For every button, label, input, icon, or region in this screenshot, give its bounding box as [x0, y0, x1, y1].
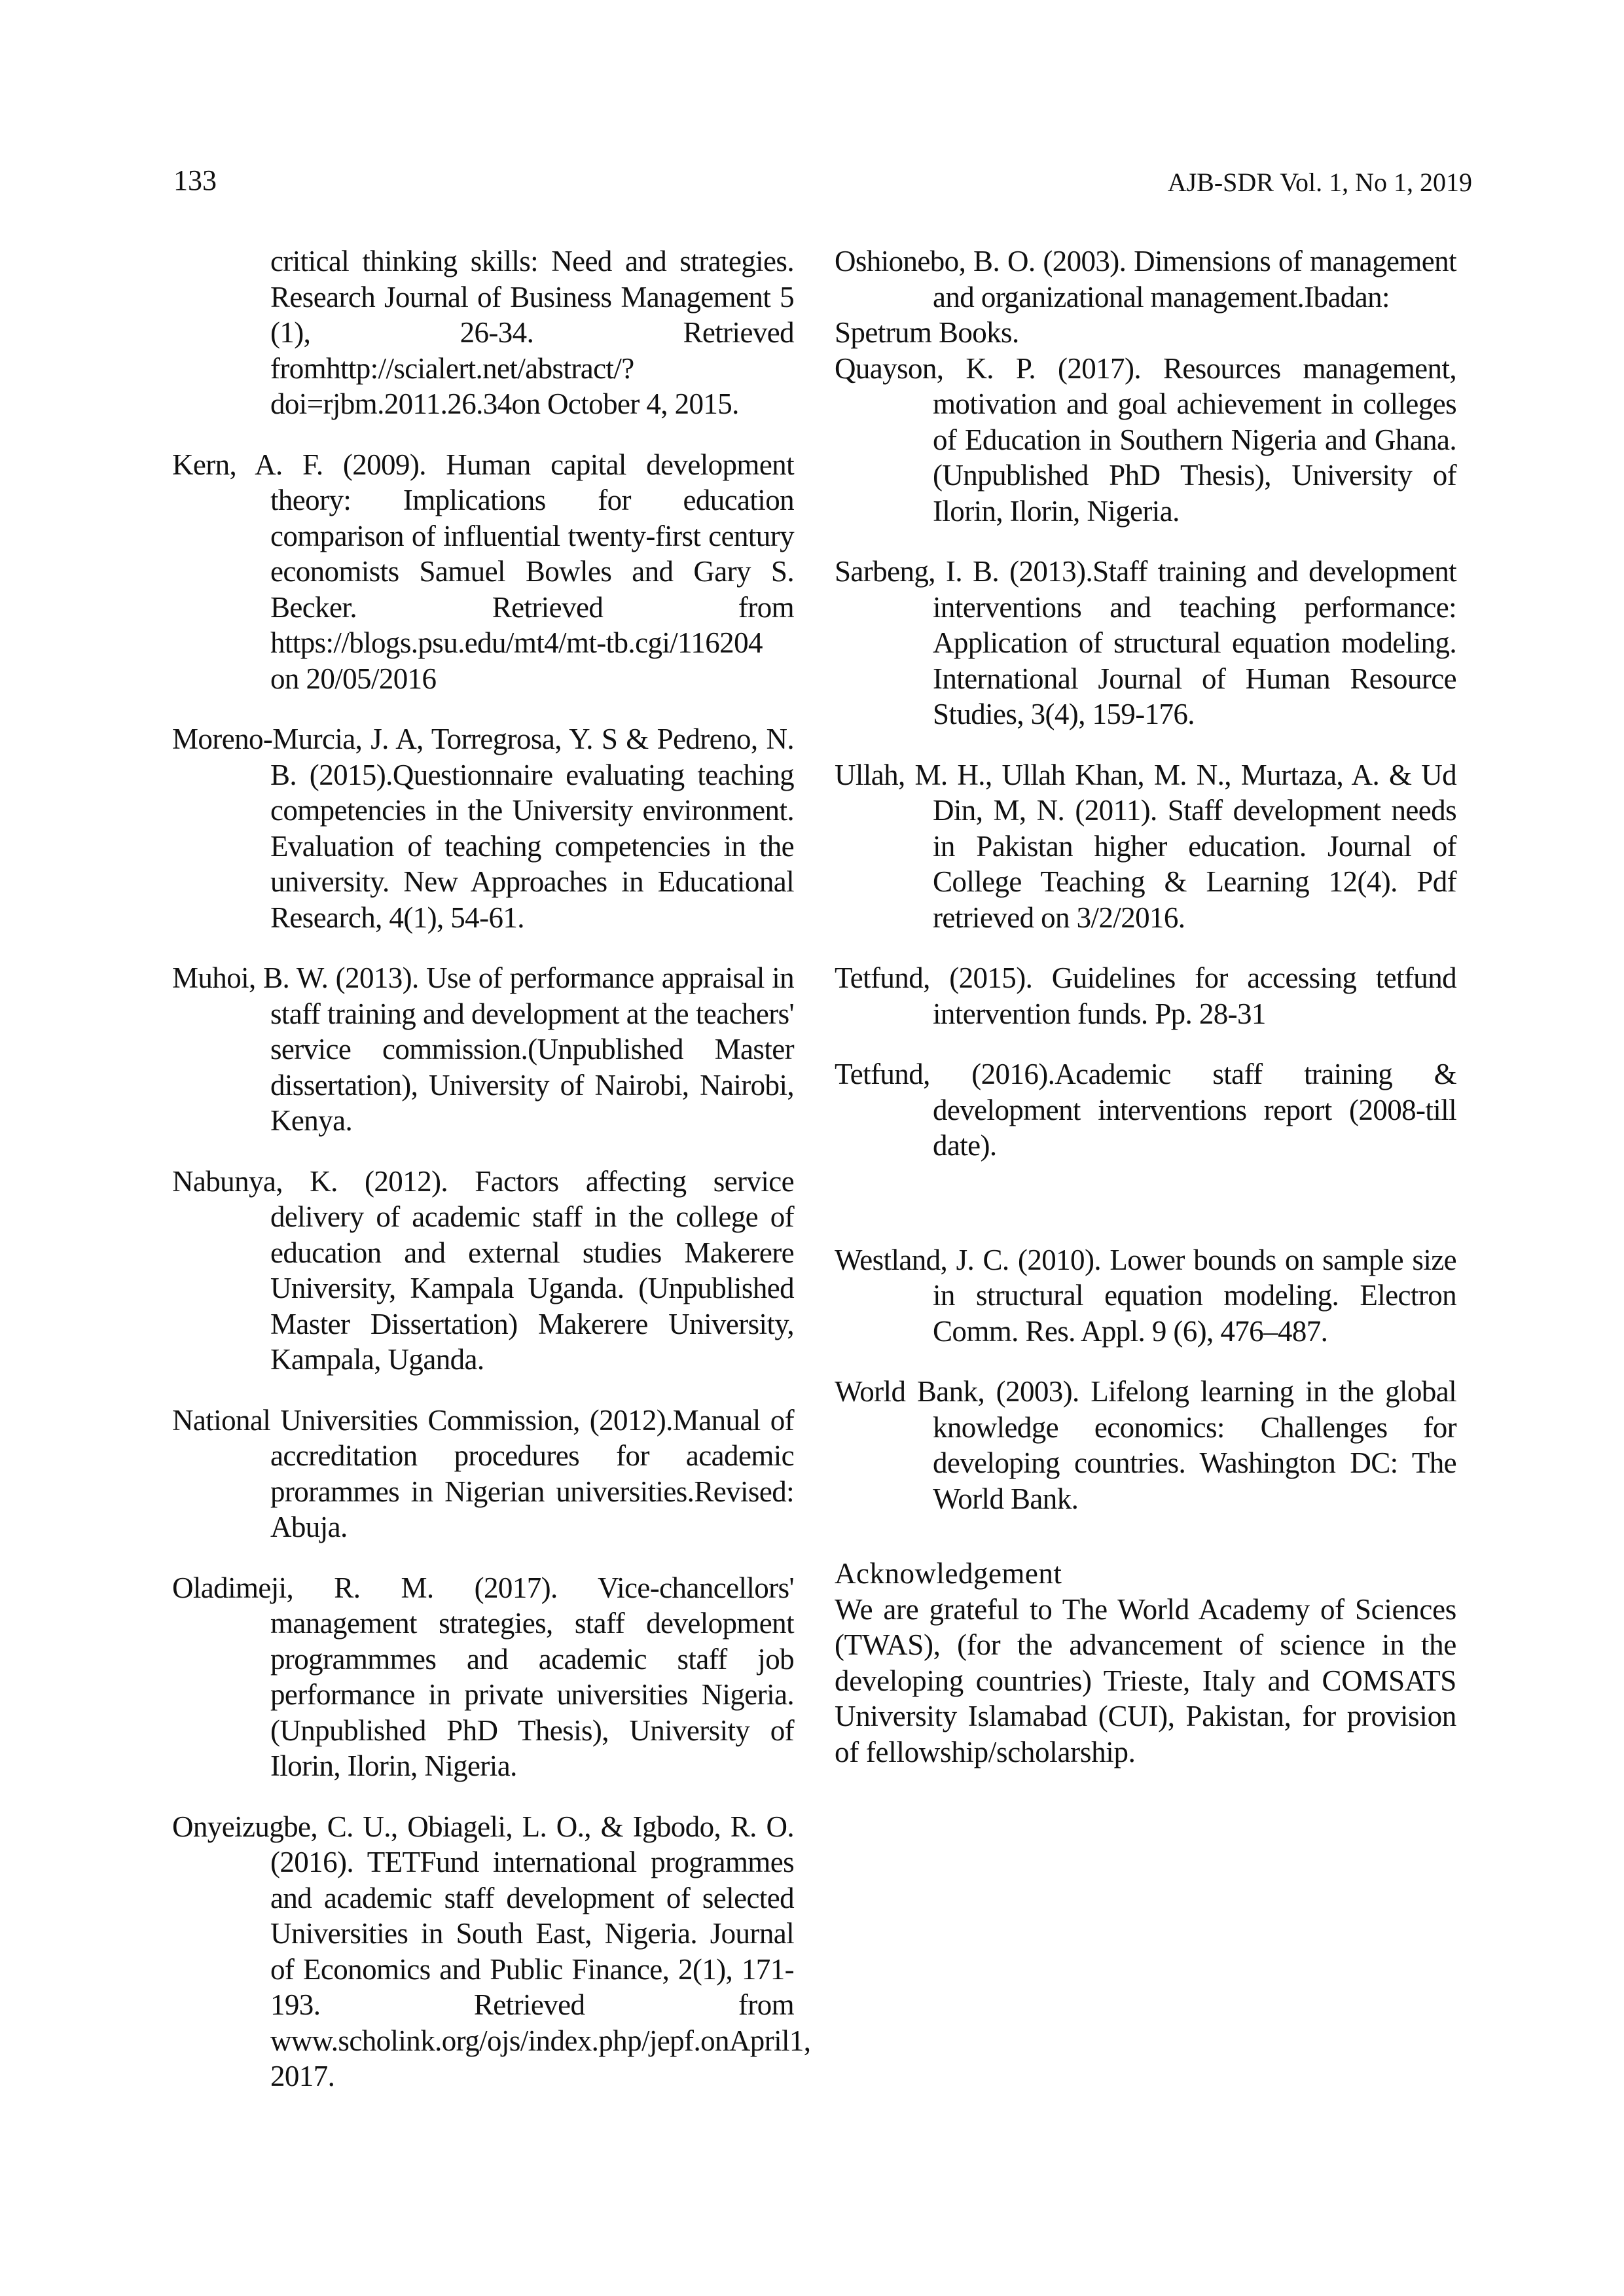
running-head: AJB-SDR Vol. 1, No 1, 2019: [1167, 168, 1472, 197]
reference-entry: Tetfund, (2016).Academic staff training & development interventions report (2008-till date).: [835, 1058, 1456, 1162]
left-column: [172, 243, 811, 2094]
reference-entry: Moreno-Murcia, J. A, Torregrosa, Y. S & Pedreno, N. B. (2015).Questionnaire evaluating teaching competencies in the University environment. Evaluation of teaching competencies in the university. New Approaches in Educational Research, 4(1), 54-61.: [172, 723, 794, 934]
page-number: 133: [173, 164, 217, 196]
acknowledgement-body: We are grateful to The World Academy of Sciences (TWAS), (for the advancement of science in the developing countries) Trieste, Italy and COMSATS University Islamabad (CUI), Pakistan, for provision of fellowship/scholarship.: [835, 1592, 1456, 1768]
reference-entry: Oshionebo, B. O. (2003). Dimensions of management and organizational management.Ibadan:: [835, 245, 1456, 314]
reference-entry-fragment: Spetrum Books.: [835, 316, 1019, 349]
reference-entry: Sarbeng, I. B. (2013).Staff training and development interventions and teaching performance: Application of structural equation modeling. International Journal of Human Resource Studies, 3(4), 159-176.: [835, 555, 1456, 730]
acknowledgement-heading: Acknowledgement: [835, 1557, 1062, 1590]
reference-entry: Ullah, M. H., Ullah Khan, M. N., Murtaza, A. & Ud Din, M, N. (2011). Staff development needs in Pakistan higher education. Journal of College Teaching & Learning 12(4). Pdf retrieved on 3/2/2016.: [835, 758, 1456, 934]
reference-entry: Kern, A. F. (2009). Human capital development theory: Implications for education comparison of influential twenty-first century economists Samuel Bowles and Gary S. Becker. Retrieved from https://blogs.psu.edu/mt4/mt-tb.cgi/116204 on 20/05/2016: [172, 448, 794, 695]
reference-entry: Westland, J. C. (2010). Lower bounds on sample size in structural equation modeling. Electron Comm. Res. Appl. 9 (6), 476–487.: [835, 1243, 1456, 1348]
reference-entry: Tetfund, (2015). Guidelines for accessing tetfund intervention funds. Pp. 28-31: [835, 961, 1456, 1030]
right-column: [835, 243, 1456, 1770]
reference-entry: Muhoi, B. W. (2013). Use of performance appraisal in staff training and development at the teachers' service commission.(Unpublished Master dissertation), University of Nairobi, Nairobi, Kenya.: [172, 961, 794, 1137]
reference-entry: Onyeizugbe, C. U., Obiageli, L. O., & Igbodo, R. O. (2016). TETFund international programmes and academic staff development of selected Universities in South East, Nigeria. Journal of Economics and Public Finance, 2(1), 171-193. Retrieved from www.scholink.org/ojs/index.php/jepf.onApril1, 2017.: [172, 1810, 811, 2092]
reference-entry: Quayson, K. P. (2017). Resources management, motivation and goal achievement in colleges of Education in Southern Nigeria and Ghana.(Unpublished PhD Thesis), University of Ilorin, Ilorin, Nigeria.: [835, 351, 1456, 528]
reference-entry: Nabunya, K. (2012). Factors affecting service delivery of academic staff in the college of education and external studies Makerere University, Kampala Uganda. (Unpublished Master Dissertation) Makerere University, Kampala, Uganda.: [172, 1164, 794, 1376]
reference-entry: Oladimeji, R. M. (2017). Vice-chancellors' management strategies, staff development programmmes and academic staff job performance in private universities Nigeria.(Unpublished PhD Thesis), University of Ilorin, Ilorin, Nigeria.: [172, 1571, 794, 1782]
reference-continuation: critical thinking skills: Need and strategies. Research Journal of Business Management 5 (1), 26-34. Retrieved fromhttp://scialert.net/abstract/?doi=rjbm.2011.26.34on October 4, 2015.: [270, 245, 794, 420]
reference-entry: National Universities Commission, (2012).Manual of accreditation procedures for academic prorammes in Nigerian universities.Revised: Abuja.: [172, 1403, 794, 1543]
reference-entry: World Bank, (2003). Lifelong learning in the global knowledge economics: Challenges for developing countries. Washington DC: The World Bank.: [835, 1375, 1456, 1515]
